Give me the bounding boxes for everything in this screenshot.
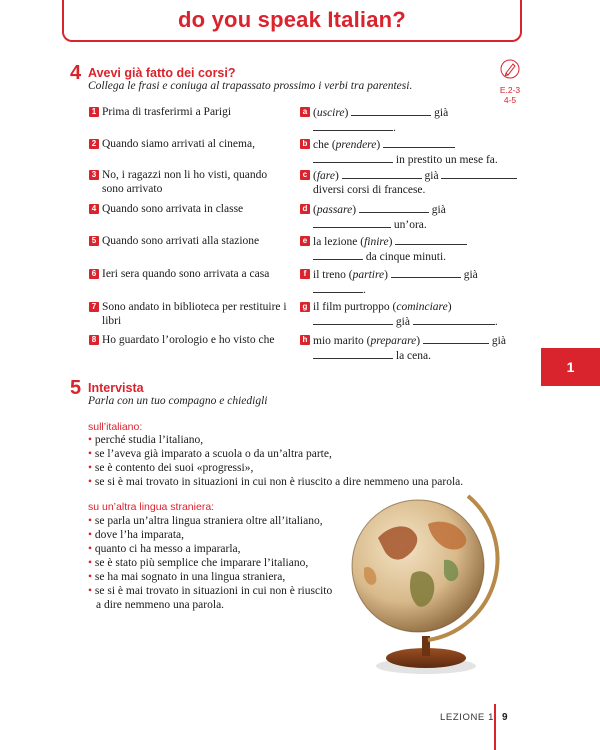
left-item-5: Quando sono arrivati alla stazione <box>102 235 260 247</box>
answer-blank[interactable] <box>313 314 393 325</box>
right-item-d: (passare) già un’ora. <box>313 204 446 231</box>
item-letter-badge: h <box>300 335 310 345</box>
answer-blank[interactable] <box>391 267 461 278</box>
footer-divider <box>494 704 496 750</box>
answer-blank[interactable] <box>359 202 429 213</box>
answer-blank[interactable] <box>313 249 363 260</box>
answer-blank[interactable] <box>313 348 393 359</box>
exercise-4-number: 4 <box>70 62 82 84</box>
exercise-5-number: 5 <box>70 377 82 399</box>
item-number-badge: 4 <box>89 204 99 214</box>
item-number-badge: 3 <box>89 170 99 180</box>
exercise-reference <box>498 58 522 105</box>
answer-blank[interactable] <box>313 152 393 163</box>
left-item-4: Quando sono arrivata in classe <box>102 203 244 215</box>
page-title: do you speak Italian? <box>178 7 406 32</box>
left-item-2: Quando siamo arrivati al cinema, <box>102 138 255 150</box>
item-number-badge: 5 <box>89 236 99 246</box>
answer-blank[interactable] <box>441 168 517 179</box>
item-letter-badge: f <box>300 269 310 279</box>
right-item-g: il film purtroppo (cominciare) già . <box>313 301 498 328</box>
left-item-3: No, i ragazzi non li ho visti, quando sono arrivato <box>102 169 268 195</box>
left-item-1: Prima di trasferirmi a Parigi <box>102 106 232 118</box>
list-item: • se è stato più semplice che imparare l’italiano, <box>88 557 309 569</box>
list-item: • dove l’ha imparata, <box>88 529 184 541</box>
item-number-badge: 2 <box>89 139 99 149</box>
group-2-heading: su un’altra lingua straniera: <box>88 501 215 513</box>
left-item-8: Ho guardato l’orologio e ho visto che <box>102 334 275 346</box>
item-letter-badge: b <box>300 139 310 149</box>
page-header <box>62 0 522 42</box>
list-item: • se si è mai trovato in situazioni in cui non è riuscito <box>88 585 333 597</box>
footer-lesson: LEZIONE 1 <box>440 712 494 723</box>
right-item-f: il treno (partire) già . <box>313 269 478 296</box>
answer-blank[interactable] <box>395 234 467 245</box>
item-letter-badge: g <box>300 302 310 312</box>
right-item-h: mio marito (preparare) già la cena. <box>313 335 506 362</box>
pencil-icon <box>500 58 520 80</box>
group-1-list <box>88 433 463 489</box>
list-item: • perché studia l’italiano, <box>88 434 204 446</box>
exercise-ref-1: E.2-3 <box>499 85 521 95</box>
page-number: 9 <box>502 712 508 723</box>
exercise-ref-2: 4-5 <box>503 95 517 105</box>
globe-sphere <box>352 500 484 632</box>
right-item-e: la lezione (finire) da cinque minuti. <box>313 234 523 264</box>
answer-blank[interactable] <box>342 168 422 179</box>
left-item-7: Sono andato in biblioteca per restituire i libri <box>102 301 287 327</box>
answer-blank[interactable] <box>313 120 393 131</box>
group-2-list <box>88 514 332 612</box>
item-letter-badge: e <box>300 236 310 246</box>
right-item-a: (uscire) già . <box>313 107 449 134</box>
item-number-badge: 6 <box>89 269 99 279</box>
list-item: • se si è mai trovato in situazioni in cui non è riuscito a dire nemmeno una parola. <box>88 476 464 488</box>
item-letter-badge: d <box>300 204 310 214</box>
list-item: • se è contento dei suoi «progressi», <box>88 462 254 474</box>
group-1-heading: sull’italiano: <box>88 421 143 433</box>
list-item: • se ha mai sognato in una lingua straniera, <box>88 571 286 583</box>
chapter-tab: 1 <box>541 348 600 386</box>
answer-blank[interactable] <box>413 314 495 325</box>
left-item-6: Ieri sera quando sono arrivata a casa <box>102 268 270 280</box>
list-item: • quanto ci ha messo a impararla, <box>88 543 241 555</box>
right-item-c: (fare) già diversi corsi di francese. <box>313 168 523 197</box>
answer-blank[interactable] <box>351 105 431 116</box>
item-number-badge: 7 <box>89 302 99 312</box>
item-number-badge: 8 <box>89 335 99 345</box>
item-number-badge: 1 <box>89 107 99 117</box>
exercise-5-instruction: Parla con un tuo compagno e chiedigli <box>88 395 268 407</box>
globe-illustration <box>348 488 508 678</box>
exercise-4-title: Avevi già fatto dei corsi? <box>88 66 236 80</box>
item-letter-badge: a <box>300 107 310 117</box>
answer-blank[interactable] <box>313 282 363 293</box>
right-item-b: che (prendere) in prestito un mese fa. <box>313 139 498 166</box>
item-letter-badge: c <box>300 170 310 180</box>
answer-blank[interactable] <box>423 333 489 344</box>
exercise-4-instruction: Collega le frasi e coniuga al trapassato prossimo i verbi tra parentesi. <box>88 80 413 92</box>
list-item: • se parla un’altra lingua straniera oltre all’italiano, <box>88 515 323 527</box>
exercise-5-title: Intervista <box>88 381 144 395</box>
answer-blank[interactable] <box>383 137 455 148</box>
answer-blank[interactable] <box>313 217 391 228</box>
list-item-continuation: a dire nemmeno una parola. <box>96 599 225 611</box>
list-item: • se l’aveva già imparato a scuola o da un’altra parte, <box>88 448 332 460</box>
